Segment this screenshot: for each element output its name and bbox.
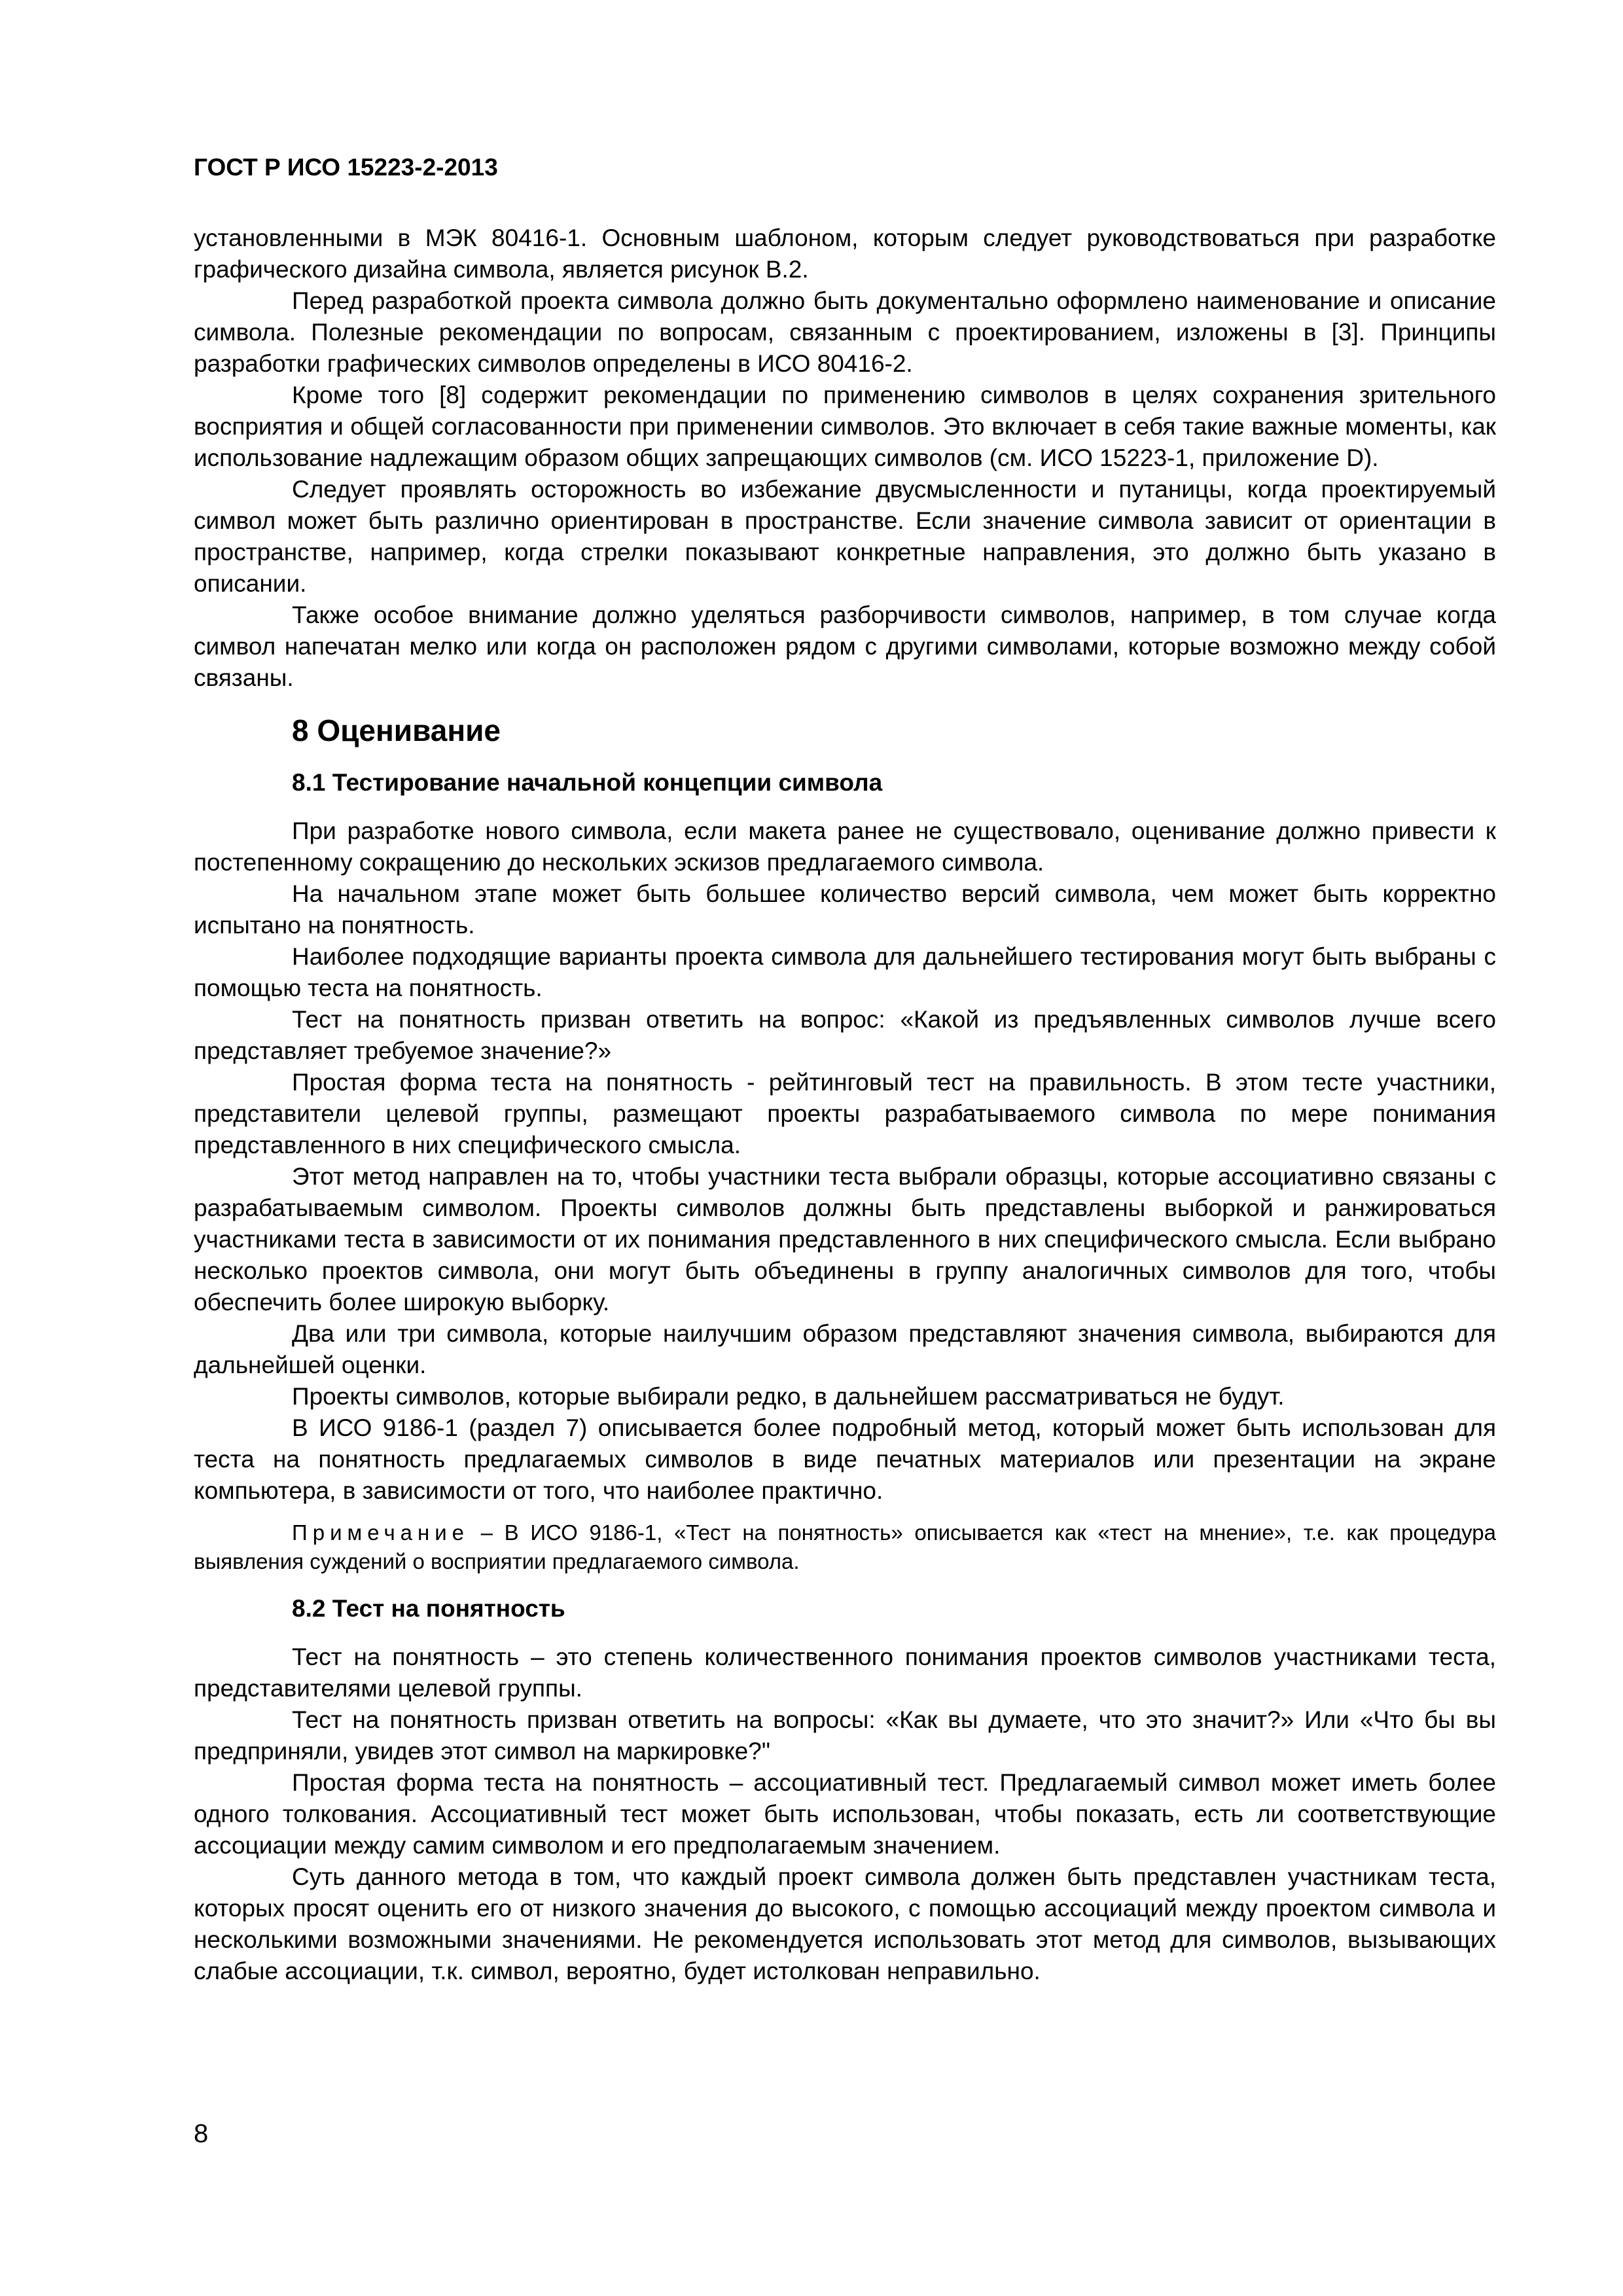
paragraph: Наиболее подходящие варианты проекта символа для дальнейшего тестирования могут быть выбраны с помощью теста на понятность. [194, 943, 1496, 1001]
page-number: 8 [194, 2119, 209, 2148]
paragraph: установленными в МЭК 80416-1. Основным шаблоном, которым следует руководствоваться при разработке графического дизайна символа, является рисунок В.2. [194, 224, 1496, 283]
paragraph: На начальном этапе может быть большее количество версий символа, чем может быть корректно испытано на понятность. [194, 880, 1496, 939]
note-label: Примечание [292, 1520, 470, 1545]
paragraph: Простая форма теста на понятность – ассоциативный тест. Предлагаемый символ может иметь более одного толкования. Ассоциативный тест может быть использован, чтобы показать, есть ли соответствующие ассоциации между самим символом и его предполагаемым значением. [194, 1769, 1496, 1859]
paragraph: Также особое внимание должно уделяться разборчивости символов, например, в том случае когда символ напечатан мелко или когда он расположен рядом с другими символами, которые возможно между собой связаны. [194, 601, 1496, 691]
paragraph: При разработке нового символа, если макета ранее не существовало, оценивание должно привести к постепенному сокращению до нескольких эскизов предлагаемого символа. [194, 817, 1496, 876]
page-content [194, 223, 1496, 1987]
document-header: ГОСТ Р ИСО 15223-2-2013 [194, 154, 498, 181]
subsection-heading-8-2: 8.2 Тест на понятность [292, 1595, 565, 1622]
paragraph: В ИСО 9186-1 (раздел 7) описывается более подробный метод, который может быть использован для теста на понятность предлагаемых символов в виде печатных материалов или презентации на экране компьютера, в зависимости от того, что наиболее практично. [194, 1414, 1496, 1504]
paragraph: Проекты символов, которые выбирали редко, в дальнейшем рассматриваться не будут. [292, 1383, 1285, 1410]
paragraph: Простая форма теста на понятность - рейтинговый тест на правильность. В этом тесте участники, представители целевой группы, размещают проекты разрабатываемого символа по мере понимания представленного в них специфического смысла. [194, 1069, 1496, 1158]
section-heading-8: 8 Оценивание [292, 713, 501, 747]
paragraph: Следует проявлять осторожность во избежание двусмысленности и путаницы, когда проектируемый символ может быть различно ориентирован в пространстве. Если значение символа зависит от ориентации в пространстве, например, когда стрелки показывают конкретные направления, это должно быть указано в описании. [194, 476, 1496, 597]
paragraph: Этот метод направлен на то, чтобы участники теста выбрали образцы, которые ассоциативно связаны с разрабатываемым символом. Проекты символов должны быть представлены выборкой и ранжироваться участниками теста в зависимости от их понимания представленного в них специфического смысла. Если выбрано несколько проектов символа, они могут быть объединены в группу аналогичных символов для того, чтобы обеспечить более широкую выборку. [194, 1163, 1496, 1316]
paragraph: Кроме того [8] содержит рекомендации по применению символов в целях сохранения зрительного восприятия и общей согласованности при применении символов. Это включает в себя такие важные моменты, как использование надлежащим образом общих запрещающих символов (см. ИСО 15223-1, приложение D). [194, 382, 1496, 471]
paragraph: Суть данного метода в том, что каждый проект символа должен быть представлен участникам теста, которых просят оценить его от низкого значения до высокого, с помощью ассоциаций между проектом символа и несколькими возможными значениями. Не рекомендуется использовать этот метод для символов, вызывающих слабые ассоциации, т.к. символ, вероятно, будет истолкован неправильно. [194, 1863, 1496, 1984]
subsection-heading-8-1: 8.1 Тестирование начальной концепции символа [292, 769, 883, 796]
paragraph: Два или три символа, которые наилучшим образом представляют значения символа, выбираются для дальнейшей оценки. [194, 1320, 1496, 1378]
note [194, 1518, 1496, 1576]
note-text: – В ИСО 9186-1, «Тест на понятность» описывается как «тест на мнение», т.е. как процедура выявления суждений о восприятии предлагаемого символа. [194, 1520, 1496, 1573]
paragraph: Перед разработкой проекта символа должно быть документально оформлено наименование и описание символа. Полезные рекомендации по вопросам, связанным с проектированием, изложены в [3]. Принципы разработки графических символов определены в ИСО 80416-2. [194, 287, 1496, 377]
paragraph: Тест на понятность – это степень количественного понимания проектов символов участниками теста, представителями целевой группы. [194, 1643, 1496, 1702]
paragraph: Тест на понятность призван ответить на вопросы: «Как вы думаете, что это значит?» Или «Что бы вы предприняли, увидев этот символ на маркировке?" [194, 1706, 1496, 1765]
paragraph: Тест на понятность призван ответить на вопрос: «Какой из предъявленных символов лучше всего представляет требуемое значение?» [194, 1006, 1496, 1064]
